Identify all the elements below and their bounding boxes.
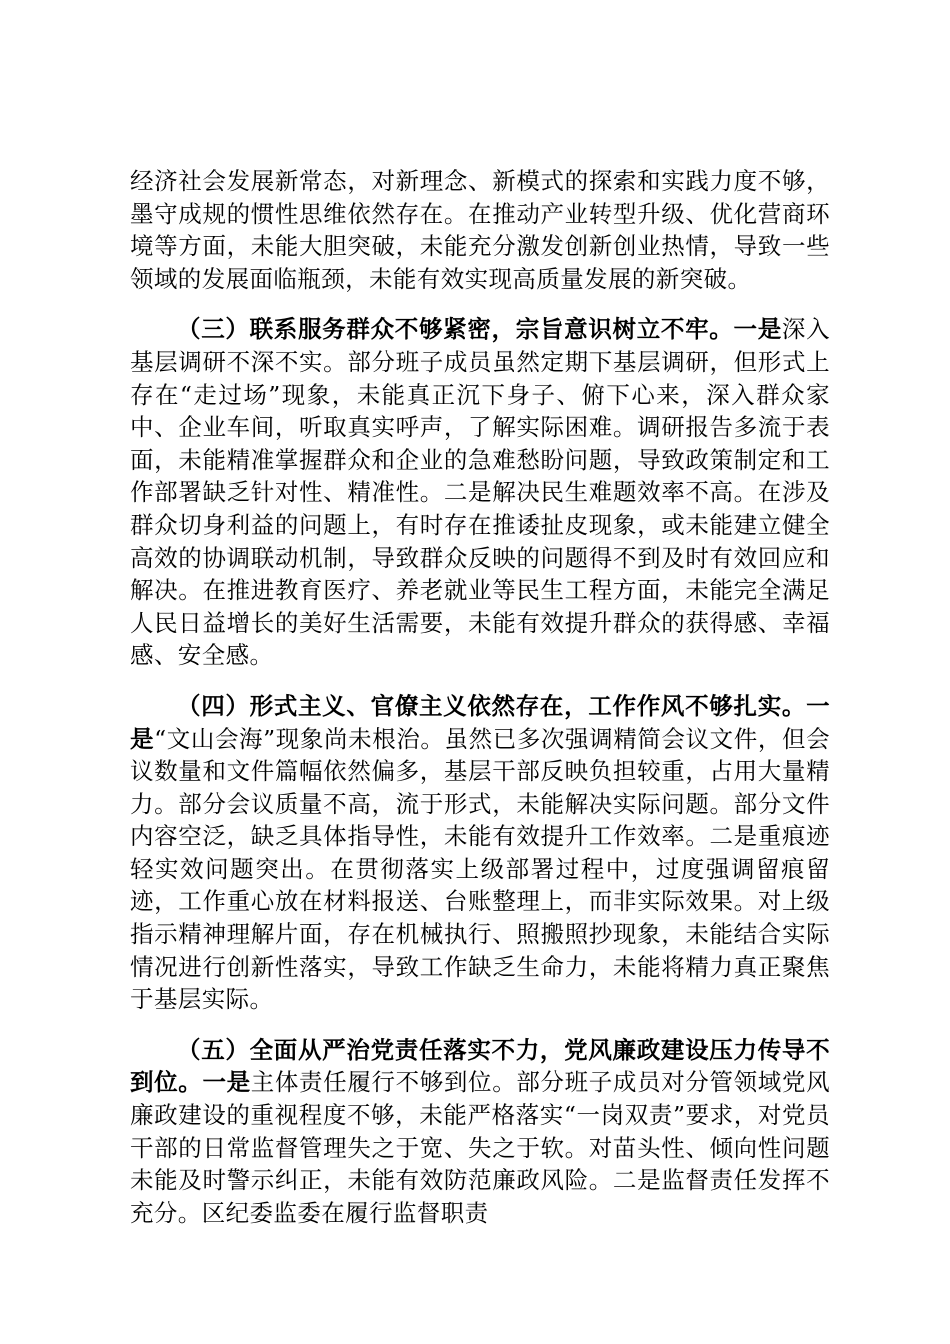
section-4-body: “文山会海”现象尚未根治。虽然已多次强调精简会议文件，但会议数量和文件篇幅依然偏多，基层干部反映负担较重，占用大量精力。部分会议质量不高，流于形式，未能解决实际问题。部分文件内容空泛，缺乏具体指导性，未能有效提升工作效率。二是重痕迹轻实效问题突出。在贯彻落实上级部署过程中，过度强调留痕留迹，工作重心放在材料报送、台账整理上，而非实际效果。对上级指示精神理解片面，存在机械执行、照搬照抄现象，未能结合实际情况进行创新性落实，导致工作缺乏生命力，未能将精力真正聚焦于基层实际。 <box>130 724 830 1014</box>
paragraph-section-4 <box>130 690 830 1016</box>
section-5-heading: （五）全面从严治党责任落实不力，党风廉政建设压力传导不到位。一是 <box>130 1035 830 1097</box>
section-3-body: 深入基层调研不深不实。部分班子成员虽然定期下基层调研，但形式上存在“走过场”现象，未能真正沉下身子、俯下心来，深入群众家中、企业车间，听取真实呼声，了解实际困难。调研报告多流于表面，未能精准掌握群众和企业的急难愁盼问题，导致政策制定和工作部署缺乏针对性、精准性。二是解决民生难题效率不高。在涉及群众切身利益的问题上，有时存在推诿扯皮现象，或未能建立健全高效的协调联动机制，导致群众反映的问题得不到及时有效回应和解决。在推进教育医疗、养老就业等民生工程方面，未能完全满足人民日益增长的美好生活需要，未能有效提升群众的获得感、幸福感、安全感。 <box>130 315 831 670</box>
document-page <box>130 165 830 1229</box>
section-4-heading: （四）形式主义、官僚主义依然存在，工作作风不够扎实。一是 <box>130 691 830 753</box>
section-3-heading: （三）联系服务群众不够紧密，宗旨意识树立不牢。一是 <box>177 315 782 344</box>
paragraph-section-3 <box>130 313 830 672</box>
paragraph-section-5 <box>130 1034 830 1230</box>
section-5-body: 主体责任履行不够到位。部分班子成员对分管领域党风廉政建设的重视程度不够，未能严格落实“一岗双责”要求，对党员干部的日常监督管理失之于宽、失之于软。对苗头性、倾向性问题未能及时警示纠正，未能有效防范廉政风险。二是监督责任发挥不充分。区纪委监委在履行监督职责 <box>130 1068 830 1227</box>
paragraph-economic-development <box>130 165 830 295</box>
paragraph-1-text: 经济社会发展新常态，对新理念、新模式的探索和实践力度不够，墨守成规的惯性思维依然存在。在推动产业转型升级、优化营商环境等方面，未能大胆突破，未能充分激发创新创业热情，导致一些领域的发展面临瓶颈，未能有效实现高质量发展的新突破。 <box>130 167 830 293</box>
